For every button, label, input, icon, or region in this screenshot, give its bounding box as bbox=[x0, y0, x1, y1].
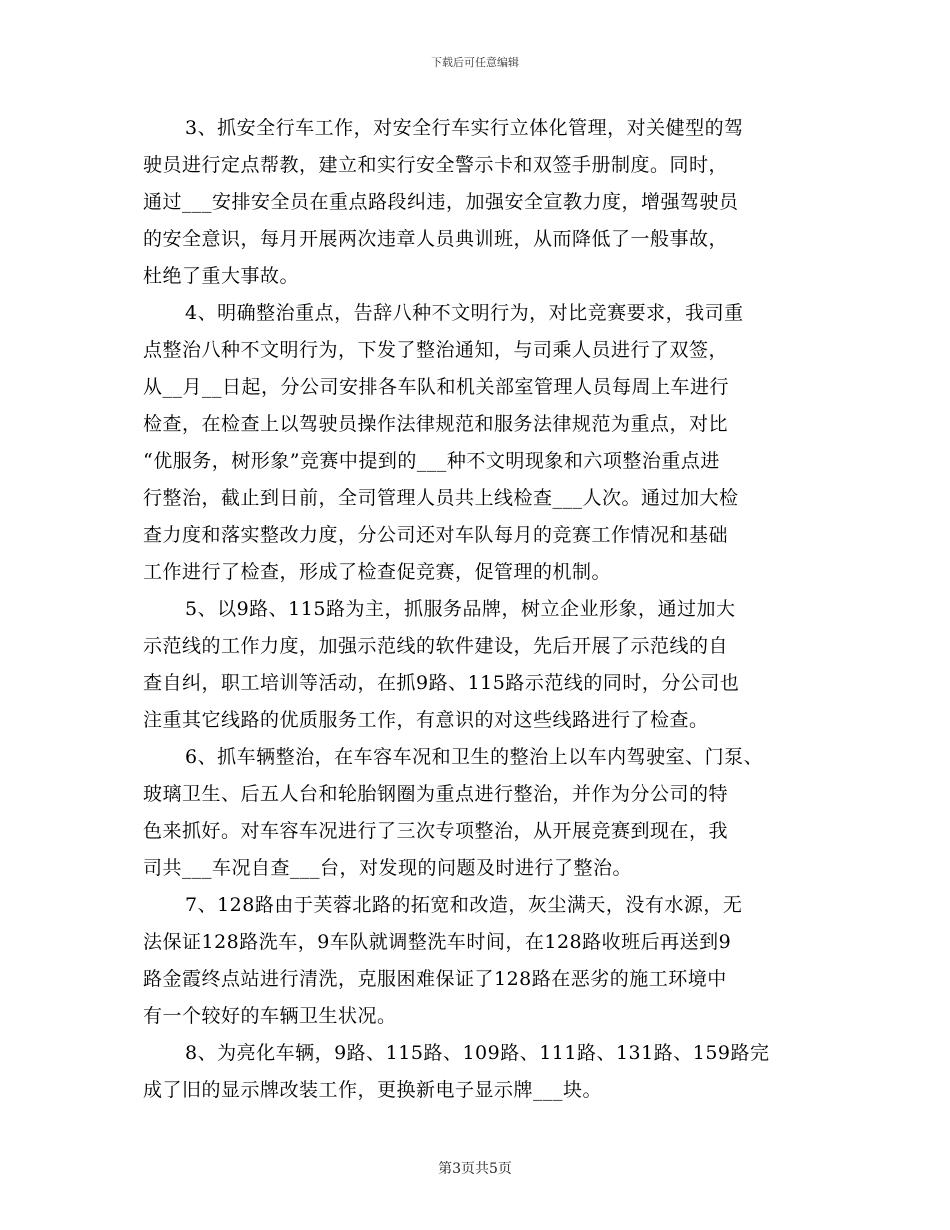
text-line: 成了旧的显示牌改装工作，更换新电子显示牌___块。 bbox=[143, 1079, 603, 1101]
text-line: 6、抓车辆整治，在车容车况和卫生的整治上以车内驾驶室、门泵、 bbox=[185, 746, 764, 768]
text-line: 8、为亮化车辆，9路、115路、109路、111路、131路、159路完 bbox=[185, 1042, 770, 1064]
page-number-footer: 第3页共5页 bbox=[438, 1161, 512, 1177]
paragraph-5 bbox=[143, 591, 823, 739]
text-line: 查力度和落实整改力度，分公司还对车队每月的竞赛工作情况和基础 bbox=[143, 524, 729, 546]
text-line: 法保证128路洗车，9车队就调整洗车时间，在128路收班后再送到9 bbox=[143, 931, 732, 953]
document-body bbox=[143, 110, 823, 1109]
text-line: 杜绝了重大事故。 bbox=[143, 265, 300, 287]
text-line: 3、抓安全行车工作，对安全行车实行立体化管理，对关健型的驾 bbox=[185, 117, 744, 139]
text-line: 注重其它线路的优质服务工作，有意识的对这些线路进行了检查。 bbox=[143, 709, 709, 731]
paragraph-7 bbox=[143, 887, 823, 1035]
page-header: 下载后可任意编辑 bbox=[431, 56, 519, 69]
text-line: 从__月__日起，分公司安排各车队和机关部室管理人员每周上车进行 bbox=[143, 376, 730, 398]
paragraph-8 bbox=[143, 1035, 823, 1109]
text-line: 路金霞终点站进行清洗，克服困难保证了128路在恶劣的施工环境中 bbox=[143, 968, 727, 990]
text-line: 工作进行了检查，形成了检查促竞赛，促管理的机制。 bbox=[143, 561, 612, 583]
text-line: 7、128路由于芙蓉北路的拓宽和改造，灰尘满天，没有水源，无 bbox=[185, 894, 743, 916]
text-line: 查自纠，职工培训等活动，在抓9路、115路示范线的同时，分公司也 bbox=[143, 672, 740, 694]
text-line: 色来抓好。对车容车况进行了三次专项整治，从开展竞赛到现在，我 bbox=[143, 820, 729, 842]
text-line: 有一个较好的车辆卫生状况。 bbox=[143, 1005, 397, 1027]
text-line: 检查，在检查上以驾驶员操作法律规范和服务法律规范为重点，对比 bbox=[143, 413, 729, 435]
text-line: 的安全意识，每月开展两次违章人员典训班，从而降低了一般事故， bbox=[143, 228, 729, 250]
paragraph-3 bbox=[143, 110, 823, 295]
text-line: 玻璃卫生、后五人台和轮胎钢圈为重点进行整治，并作为分公司的特 bbox=[143, 783, 729, 805]
text-line: 驶员进行定点帮教，建立和实行安全警示卡和双签手册制度。同时， bbox=[143, 154, 729, 176]
text-line: 司共___车况自查___台，对发现的问题及时进行了整治。 bbox=[143, 857, 633, 879]
text-line: 点整治八种不文明行为，下发了整治通知，与司乘人员进行了双签， bbox=[143, 339, 729, 361]
text-line: “优服务，树形象”竞赛中提到的___种不文明现象和六项整治重点进 bbox=[143, 450, 720, 472]
paragraph-4 bbox=[143, 295, 823, 591]
text-line: 示范线的工作力度，加强示范线的软件建设，先后开展了示范线的自 bbox=[143, 635, 729, 657]
text-line: 通过___安排安全员在重点路段纠违，加强安全宣教力度，增强驾驶员 bbox=[143, 191, 739, 213]
text-line: 行整治，截止到日前，全司管理人员共上线检查___人次。通过加大检 bbox=[143, 487, 739, 509]
paragraph-6 bbox=[143, 739, 823, 887]
text-line: 5、以9路、115路为主，抓服务品牌，树立企业形象，通过加大 bbox=[185, 598, 736, 620]
text-line: 4、明确整治重点，告辞八种不文明行为，对比竞赛要求，我司重 bbox=[185, 302, 744, 324]
